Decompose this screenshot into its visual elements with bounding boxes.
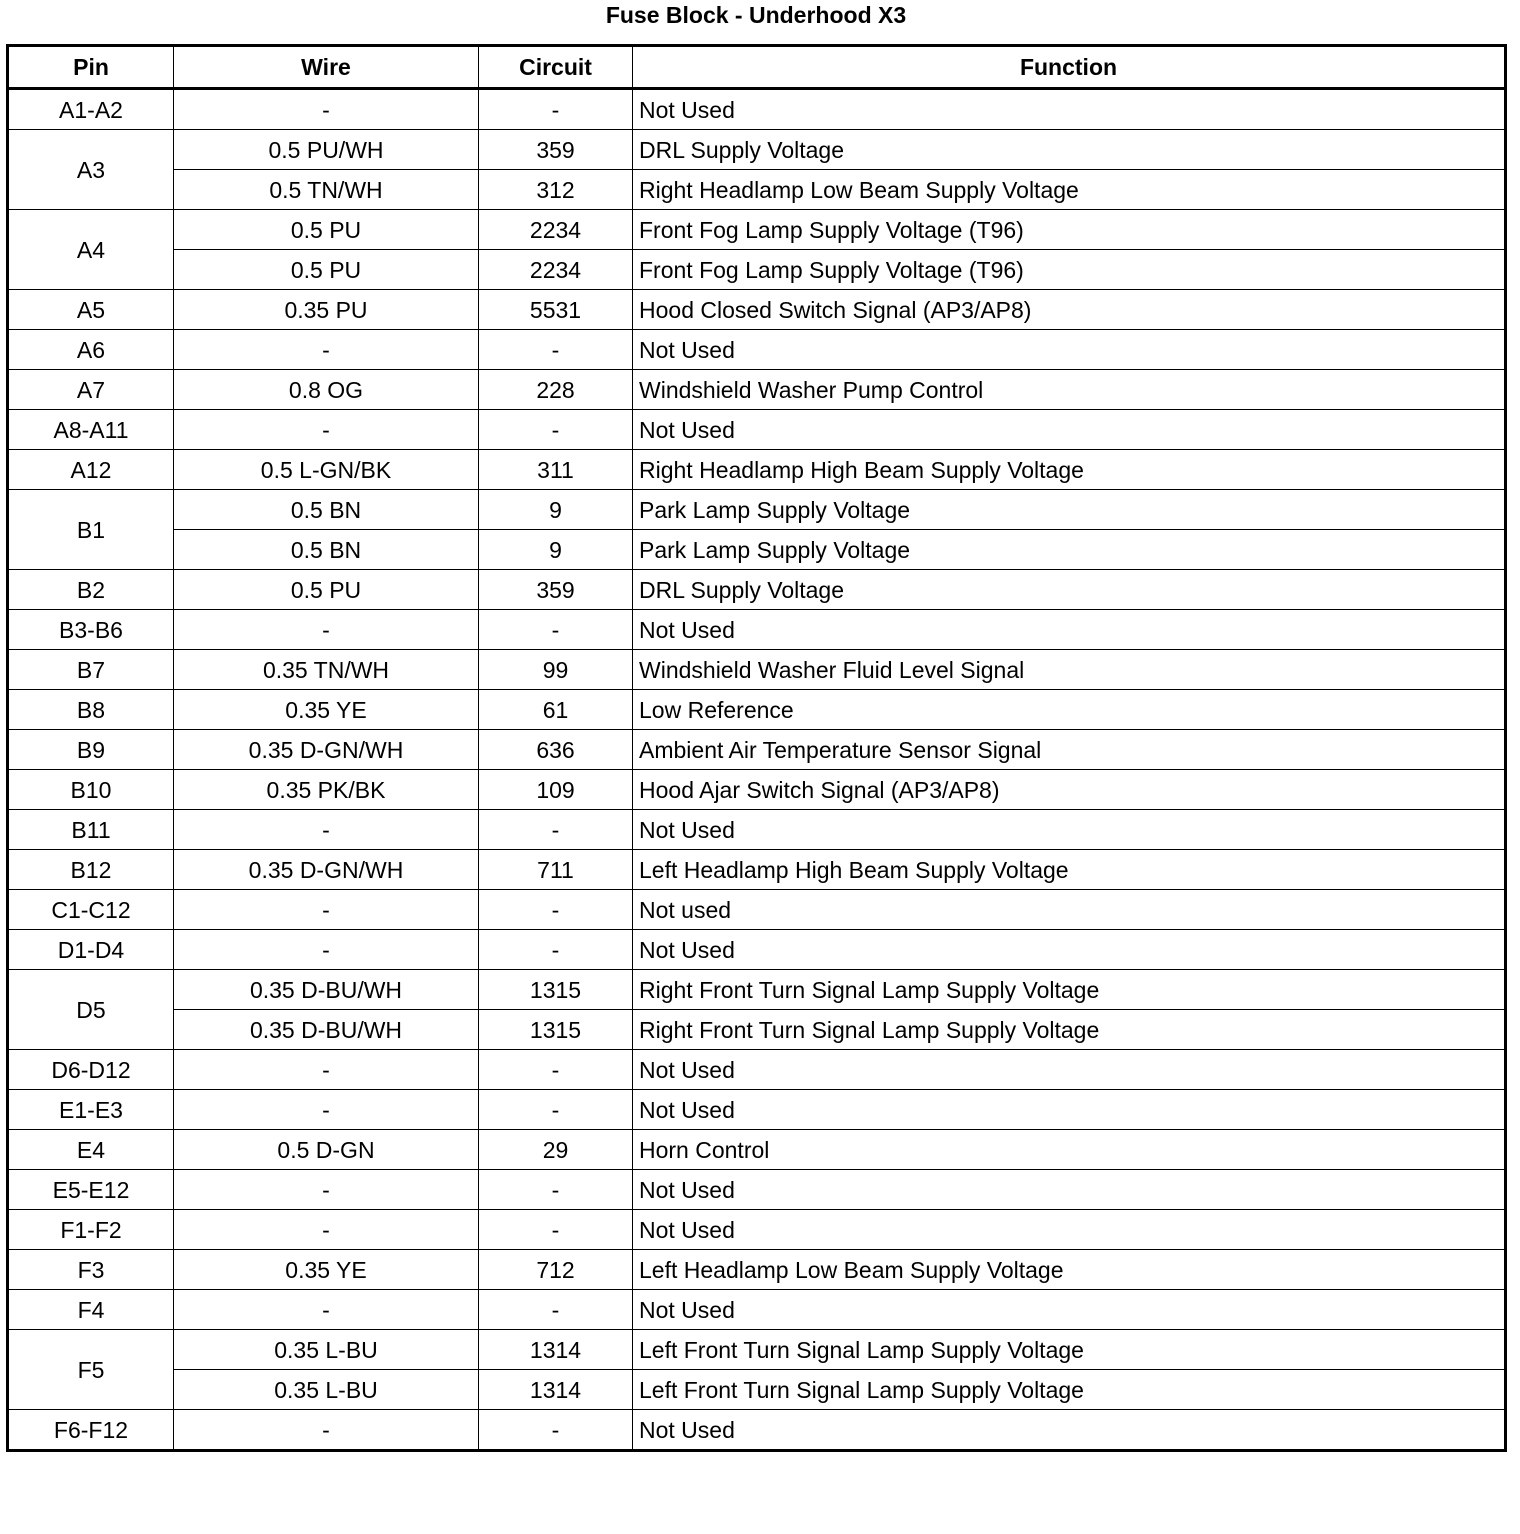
function-cell: DRL Supply Voltage (633, 570, 1506, 610)
circuit-cell: 228 (479, 370, 633, 410)
wire-cell: 0.35 YE (174, 1250, 479, 1290)
function-cell: Not Used (633, 610, 1506, 650)
circuit-cell: 99 (479, 650, 633, 690)
pin-cell: A12 (8, 450, 174, 490)
pin-cell: D6-D12 (8, 1050, 174, 1090)
table-row (8, 690, 1506, 730)
wire-cell: 0.5 TN/WH (174, 170, 479, 210)
function-cell: Not Used (633, 330, 1506, 370)
table-row (8, 970, 1506, 1010)
table-row (8, 210, 1506, 250)
pin-cell: F4 (8, 1290, 174, 1330)
pin-cell: A5 (8, 290, 174, 330)
wire-cell: - (174, 890, 479, 930)
wire-cell: 0.5 BN (174, 530, 479, 570)
circuit-cell: 9 (479, 530, 633, 570)
pin-cell: F6-F12 (8, 1410, 174, 1451)
wire-cell: - (174, 1210, 479, 1250)
pin-cell: B10 (8, 770, 174, 810)
wire-cell: - (174, 89, 479, 130)
circuit-cell: 1314 (479, 1330, 633, 1370)
function-cell: Not Used (633, 1290, 1506, 1330)
function-cell: Hood Closed Switch Signal (AP3/AP8) (633, 290, 1506, 330)
wire-cell: 0.35 D-GN/WH (174, 850, 479, 890)
table-row (8, 850, 1506, 890)
table-row (8, 650, 1506, 690)
pin-cell: B2 (8, 570, 174, 610)
table-row (8, 170, 1506, 210)
function-cell: Front Fog Lamp Supply Voltage (T96) (633, 210, 1506, 250)
column-header-wire: Wire (174, 46, 479, 89)
function-cell: Not Used (633, 930, 1506, 970)
function-cell: Left Front Turn Signal Lamp Supply Voltage (633, 1370, 1506, 1410)
wire-cell: - (174, 930, 479, 970)
pin-cell: A4 (8, 210, 174, 290)
table-row (8, 290, 1506, 330)
function-cell: Low Reference (633, 690, 1506, 730)
function-cell: Not Used (633, 810, 1506, 850)
circuit-cell: 2234 (479, 250, 633, 290)
table-row (8, 930, 1506, 970)
table-row (8, 370, 1506, 410)
table-row (8, 1090, 1506, 1130)
pin-cell: A3 (8, 130, 174, 210)
wire-cell: - (174, 1090, 479, 1130)
pin-cell: B11 (8, 810, 174, 850)
pin-cell: F1-F2 (8, 1210, 174, 1250)
function-cell: Left Headlamp High Beam Supply Voltage (633, 850, 1506, 890)
function-cell: Right Headlamp High Beam Supply Voltage (633, 450, 1506, 490)
function-cell: Park Lamp Supply Voltage (633, 490, 1506, 530)
wire-cell: 0.35 PU (174, 290, 479, 330)
column-header-function: Function (633, 46, 1506, 89)
wire-cell: - (174, 1170, 479, 1210)
function-cell: Not Used (633, 1090, 1506, 1130)
function-cell: Park Lamp Supply Voltage (633, 530, 1506, 570)
pin-cell: A6 (8, 330, 174, 370)
circuit-cell: - (479, 810, 633, 850)
function-cell: Windshield Washer Pump Control (633, 370, 1506, 410)
wire-cell: 0.35 TN/WH (174, 650, 479, 690)
function-cell: Not Used (633, 1050, 1506, 1090)
circuit-cell: 636 (479, 730, 633, 770)
table-row (8, 1170, 1506, 1210)
function-cell: Horn Control (633, 1130, 1506, 1170)
pin-cell: F5 (8, 1330, 174, 1410)
circuit-cell: - (479, 1410, 633, 1451)
table-row (8, 570, 1506, 610)
table-row (8, 1050, 1506, 1090)
circuit-cell: 29 (479, 1130, 633, 1170)
wire-cell: - (174, 330, 479, 370)
pin-cell: E4 (8, 1130, 174, 1170)
circuit-cell: - (479, 1290, 633, 1330)
function-cell: Left Front Turn Signal Lamp Supply Voltage (633, 1330, 1506, 1370)
pin-cell: E5-E12 (8, 1170, 174, 1210)
wire-cell: - (174, 1050, 479, 1090)
pin-cell: C1-C12 (8, 890, 174, 930)
wire-cell: 0.35 YE (174, 690, 479, 730)
circuit-cell: 1314 (479, 1370, 633, 1410)
circuit-cell: - (479, 930, 633, 970)
circuit-cell: - (479, 1170, 633, 1210)
column-header-pin: Pin (8, 46, 174, 89)
circuit-cell: 311 (479, 450, 633, 490)
table-row (8, 130, 1506, 170)
function-cell: Not Used (633, 1210, 1506, 1250)
pin-cell: D1-D4 (8, 930, 174, 970)
circuit-cell: - (479, 1050, 633, 1090)
wire-cell: - (174, 1290, 479, 1330)
circuit-cell: 1315 (479, 970, 633, 1010)
table-row (8, 1250, 1506, 1290)
circuit-cell: 312 (479, 170, 633, 210)
table-row (8, 450, 1506, 490)
wire-cell: 0.5 PU (174, 210, 479, 250)
function-cell: Front Fog Lamp Supply Voltage (T96) (633, 250, 1506, 290)
function-cell: Not Used (633, 1410, 1506, 1451)
pin-cell: A1-A2 (8, 89, 174, 130)
wire-cell: 0.35 L-BU (174, 1370, 479, 1410)
page-title: Fuse Block - Underhood X3 (605, 2, 907, 28)
wire-cell: 0.5 PU (174, 250, 479, 290)
function-cell: Right Front Turn Signal Lamp Supply Voltage (633, 970, 1506, 1010)
circuit-cell: 359 (479, 570, 633, 610)
pin-cell: A7 (8, 370, 174, 410)
function-cell: Left Headlamp Low Beam Supply Voltage (633, 1250, 1506, 1290)
table-row (8, 810, 1506, 850)
function-cell: Not used (633, 890, 1506, 930)
table-row (8, 1290, 1506, 1330)
function-cell: Windshield Washer Fluid Level Signal (633, 650, 1506, 690)
table-row (8, 1130, 1506, 1170)
table-row (8, 89, 1506, 130)
table-row (8, 1370, 1506, 1410)
pin-cell: B3-B6 (8, 610, 174, 650)
circuit-cell: 1315 (479, 1010, 633, 1050)
pin-cell: B8 (8, 690, 174, 730)
pin-cell: A8-A11 (8, 410, 174, 450)
table-row (8, 250, 1506, 290)
function-cell: Not Used (633, 89, 1506, 130)
circuit-cell: 109 (479, 770, 633, 810)
function-cell: Right Headlamp Low Beam Supply Voltage (633, 170, 1506, 210)
wire-cell: 0.35 PK/BK (174, 770, 479, 810)
pin-cell: D5 (8, 970, 174, 1050)
circuit-cell: - (479, 890, 633, 930)
wire-cell: - (174, 1410, 479, 1451)
pin-cell: E1-E3 (8, 1090, 174, 1130)
pinout-table (6, 44, 1507, 1452)
table-row (8, 770, 1506, 810)
wire-cell: - (174, 810, 479, 850)
wire-cell: 0.35 D-BU/WH (174, 1010, 479, 1050)
table-header-row (8, 46, 1506, 89)
circuit-cell: 712 (479, 1250, 633, 1290)
pin-cell: B12 (8, 850, 174, 890)
table-row (8, 530, 1506, 570)
function-cell: Right Front Turn Signal Lamp Supply Voltage (633, 1010, 1506, 1050)
pin-cell: B9 (8, 730, 174, 770)
circuit-cell: - (479, 1210, 633, 1250)
function-cell: Not Used (633, 410, 1506, 450)
function-cell: Hood Ajar Switch Signal (AP3/AP8) (633, 770, 1506, 810)
wire-cell: 0.35 L-BU (174, 1330, 479, 1370)
table-row (8, 330, 1506, 370)
table-row (8, 490, 1506, 530)
circuit-cell: 5531 (479, 290, 633, 330)
wire-cell: 0.5 PU (174, 570, 479, 610)
table-row (8, 730, 1506, 770)
circuit-cell: 61 (479, 690, 633, 730)
circuit-cell: 2234 (479, 210, 633, 250)
wire-cell: 0.5 BN (174, 490, 479, 530)
pin-cell: B1 (8, 490, 174, 570)
table-row (8, 1330, 1506, 1370)
column-header-circuit: Circuit (479, 46, 633, 89)
circuit-cell: - (479, 610, 633, 650)
wire-cell: 0.5 PU/WH (174, 130, 479, 170)
function-cell: Not Used (633, 1170, 1506, 1210)
wire-cell: 0.5 D-GN (174, 1130, 479, 1170)
circuit-cell: 359 (479, 130, 633, 170)
table-row (8, 1210, 1506, 1250)
circuit-cell: - (479, 410, 633, 450)
circuit-cell: - (479, 89, 633, 130)
circuit-cell: - (479, 1090, 633, 1130)
function-cell: DRL Supply Voltage (633, 130, 1506, 170)
circuit-cell: 9 (479, 490, 633, 530)
table-body (8, 89, 1506, 1451)
wire-cell: 0.35 D-BU/WH (174, 970, 479, 1010)
wire-cell: 0.8 OG (174, 370, 479, 410)
table-row (8, 1410, 1506, 1451)
pin-cell: F3 (8, 1250, 174, 1290)
circuit-cell: 711 (479, 850, 633, 890)
function-cell: Ambient Air Temperature Sensor Signal (633, 730, 1506, 770)
circuit-cell: - (479, 330, 633, 370)
wire-cell: - (174, 610, 479, 650)
table-row (8, 610, 1506, 650)
pin-cell: B7 (8, 650, 174, 690)
table-row (8, 890, 1506, 930)
table-row (8, 1010, 1506, 1050)
wire-cell: 0.5 L-GN/BK (174, 450, 479, 490)
wire-cell: 0.35 D-GN/WH (174, 730, 479, 770)
table-row (8, 410, 1506, 450)
wire-cell: - (174, 410, 479, 450)
